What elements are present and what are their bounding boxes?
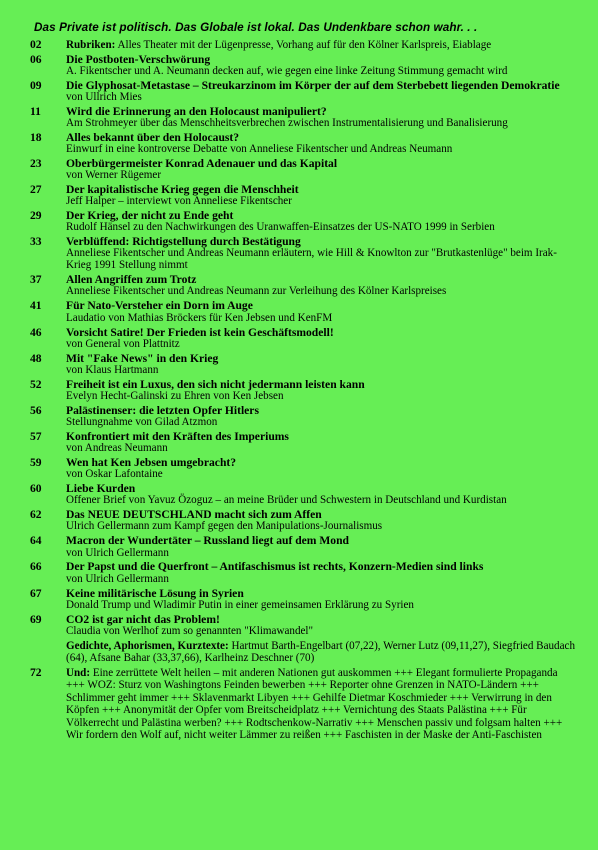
entry-body bbox=[66, 640, 578, 665]
section-content: Eine zerrüttete Welt heilen – mit anderen Nationen gut auskommen +++ Elegant formulierte Propaganda +++ WOZ: Sturz von Washingtons Feinden bewerben +++ Reporter ohne Grenzen in NATO-Ländern +++ Schlimmer geht immer +++ Sklavenmarkt Libyen +++ Gehilfe Dietmar Koschmieder +++ Verwirrung in den Köpfen +++ Anonymität der Opfer vom Breitscheidplatz +++ Vernichtung des Staats Palästina +++ Für Völkerrecht und Palästina werben? +++ Rodtschenkow-Narrativ +++ Menschen passiv und folgsam halten +++ Wir fordern den Wolf auf, nicht weiter Lämmer zu reißen +++ Faschisten in der Maske der Anti-Faschisten bbox=[66, 666, 563, 742]
article-title: Verblüffend: Richtigstellung durch Bestätigung bbox=[66, 235, 301, 249]
entry-body bbox=[66, 132, 578, 156]
toc-entry bbox=[20, 667, 578, 742]
page-number: 64 bbox=[30, 534, 42, 548]
article-byline: Rudolf Hänsel zu den Nachwirkungen des Uranwaffen-Einsatzes der US-NATO 1999 in Serbien bbox=[66, 221, 495, 234]
article-byline: Einwurf in eine kontroverse Debatte von Anneliese Fikentscher und Andreas Neumann bbox=[66, 143, 453, 156]
toc-entry bbox=[20, 353, 578, 377]
article-title: Vorsicht Satire! Der Frieden ist kein Geschäftsmodell! bbox=[66, 325, 334, 339]
page-number: 60 bbox=[30, 482, 42, 496]
entry-body bbox=[66, 210, 578, 234]
entry-body bbox=[66, 353, 578, 377]
toc-entry bbox=[20, 614, 578, 638]
page-number: 67 bbox=[30, 586, 42, 600]
article-title: Freiheit ist ein Luxus, den sich nicht jedermann leisten kann bbox=[66, 377, 365, 391]
entry-body bbox=[66, 54, 578, 78]
page-number: 59 bbox=[30, 456, 42, 470]
entry-body bbox=[66, 405, 578, 429]
page-number: 18 bbox=[30, 130, 42, 144]
page-number: 56 bbox=[30, 403, 42, 417]
toc-entry bbox=[20, 39, 578, 52]
toc-entry bbox=[20, 379, 578, 403]
section-lead: Gedichte, Aphorismen, Kurztexte: bbox=[66, 639, 229, 652]
page-number: 33 bbox=[30, 235, 42, 249]
page-motto: Das Private ist politisch. Das Globale ist lokal. Das Undenkbare schon wahr. . . bbox=[34, 20, 478, 34]
section-text bbox=[66, 39, 578, 52]
page-number: 09 bbox=[30, 78, 42, 92]
section-text bbox=[66, 667, 578, 742]
article-title: Oberbürgermeister Konrad Adenauer und das Kapital bbox=[66, 156, 338, 170]
entry-body bbox=[66, 588, 578, 612]
entry-body bbox=[66, 431, 578, 455]
toc-entry bbox=[20, 535, 578, 559]
toc-entry bbox=[20, 236, 578, 272]
page-number: 69 bbox=[30, 612, 42, 626]
article-byline: Stellungnahme von Gilad Atzmon bbox=[66, 416, 218, 429]
page-number: 41 bbox=[30, 299, 42, 313]
entry-body bbox=[66, 614, 578, 638]
article-byline: Evelyn Hecht-Galinski zu Ehren von Ken Jebsen bbox=[66, 389, 284, 402]
article-title: CO2 ist gar nicht das Problem! bbox=[66, 612, 220, 626]
article-byline: Am Strohmeyer über das Menschheitsverbrechen zwischen Instrumentalisierung und Banalisierung bbox=[66, 116, 508, 129]
article-title: Der Papst und die Querfront – Antifaschismus ist rechts, Konzern-Medien sind links bbox=[66, 560, 484, 574]
toc-entry bbox=[20, 184, 578, 208]
article-byline: Offener Brief von Yavuz Özoguz – an meine Brüder und Schwestern in Deutschland und Kurdistan bbox=[66, 494, 507, 507]
page-number: 23 bbox=[30, 156, 42, 170]
article-title: Allen Angriffen zum Trotz bbox=[66, 273, 197, 287]
entry-body bbox=[66, 80, 578, 104]
entry-body bbox=[66, 509, 578, 533]
page-number: 46 bbox=[30, 325, 42, 339]
entry-body bbox=[66, 158, 578, 182]
article-title: Keine militärische Lösung in Syrien bbox=[66, 586, 244, 600]
article-byline: von Ulrich Gellermann bbox=[66, 572, 169, 585]
article-byline: Anneliese Fikentscher und Andreas Neumann zur Verleihung des Kölner Karlspreises bbox=[66, 285, 447, 298]
article-title: Palästinenser: die letzten Opfer Hitlers bbox=[66, 403, 259, 417]
article-byline: von Klaus Hartmann bbox=[66, 363, 159, 376]
toc-entry bbox=[20, 483, 578, 507]
entry-body bbox=[66, 457, 578, 481]
page-number: 62 bbox=[30, 508, 42, 522]
toc-entry bbox=[20, 158, 578, 182]
article-byline: von General von Plattnitz bbox=[66, 337, 180, 350]
article-title: Wen hat Ken Jebsen umgebracht? bbox=[66, 456, 237, 470]
article-byline: Ulrich Gellermann zum Kampf gegen den Manipulations-Journalismus bbox=[66, 520, 383, 533]
article-title: Der Krieg, der nicht zu Ende geht bbox=[66, 209, 234, 223]
article-byline: von Oskar Lafontaine bbox=[66, 468, 163, 481]
article-title: Liebe Kurden bbox=[66, 482, 136, 496]
entry-body bbox=[66, 300, 578, 324]
section-text bbox=[66, 640, 578, 665]
toc-entry bbox=[20, 640, 578, 665]
article-byline: Donald Trump und Wladimir Putin in einer gemeinsamen Erklärung zu Syrien bbox=[66, 598, 414, 611]
toc-entry bbox=[20, 80, 578, 104]
article-title: Konfrontiert mit den Kräften des Imperiums bbox=[66, 429, 289, 443]
toc-entry bbox=[20, 561, 578, 585]
section-lead: Rubriken: bbox=[66, 39, 116, 51]
page-number: 72 bbox=[30, 665, 42, 679]
article-byline: A. Fikentscher und A. Neumann decken auf, wie gegen eine linke Zeitung Stimmung gemacht wird bbox=[66, 64, 508, 77]
article-byline: von Andreas Neumann bbox=[66, 442, 168, 455]
article-title: Wird die Erinnerung an den Holocaust manipuliert? bbox=[66, 104, 327, 118]
page-number: 66 bbox=[30, 560, 42, 574]
page-number: 27 bbox=[30, 183, 42, 197]
entry-body bbox=[66, 667, 578, 742]
toc-entry bbox=[20, 274, 578, 298]
article-title: Mit "Fake News" in den Krieg bbox=[66, 351, 219, 365]
entry-body bbox=[66, 236, 578, 272]
article-title: Macron der Wundertäter – Russland liegt auf dem Mond bbox=[66, 534, 349, 548]
entry-body bbox=[66, 379, 578, 403]
article-title: Das NEUE DEUTSCHLAND macht sich zum Affen bbox=[66, 508, 322, 522]
article-title: Die Postboten-Verschwörung bbox=[66, 52, 211, 66]
section-content: Alles Theater mit der Lügenpresse, Vorhang auf für den Kölner Karlspreis, Eiablage bbox=[117, 39, 492, 51]
toc-entry bbox=[20, 327, 578, 351]
article-title: Die Glyphosat-Metastase – Streukarzinom im Körper der auf dem Sterbebett liegenden Demokratie bbox=[66, 78, 560, 92]
page-number: 48 bbox=[30, 351, 42, 365]
toc-entry bbox=[20, 210, 578, 234]
entry-body bbox=[66, 561, 578, 585]
toc-entry bbox=[20, 457, 578, 481]
entry-body bbox=[66, 274, 578, 298]
article-byline: Claudia von Werlhof zum so genannten "Klimawandel" bbox=[66, 624, 314, 637]
page-number: 29 bbox=[30, 209, 42, 223]
article-byline: Anneliese Fikentscher und Andreas Neumann erläutern, wie Hill & Knowlton zur "Brutkastenlüge" beim Irak-Krieg 1991 Stellung nimmt bbox=[66, 247, 557, 272]
toc-entry bbox=[20, 300, 578, 324]
article-title: Alles bekannt über den Holocaust? bbox=[66, 130, 240, 144]
page-number: 37 bbox=[30, 273, 42, 287]
article-byline: von Werner Rügemer bbox=[66, 169, 162, 182]
article-byline: von Ulrich Gellermann bbox=[66, 546, 169, 559]
article-byline: Laudatio von Mathias Bröckers für Ken Jebsen und KenFM bbox=[66, 311, 333, 324]
toc-entry bbox=[20, 106, 578, 130]
entry-body bbox=[66, 106, 578, 130]
toc-entry bbox=[20, 431, 578, 455]
article-byline: von Ullrich Mies bbox=[66, 90, 142, 103]
article-title: Für Nato-Versteher ein Dorn im Auge bbox=[66, 299, 253, 313]
toc-entry bbox=[20, 132, 578, 156]
entry-body bbox=[66, 327, 578, 351]
page-number: 11 bbox=[30, 104, 41, 118]
toc-entry bbox=[20, 405, 578, 429]
table-of-contents bbox=[20, 39, 578, 742]
toc-entry bbox=[20, 588, 578, 612]
page-number: 57 bbox=[30, 429, 42, 443]
page-number: 52 bbox=[30, 377, 42, 391]
article-title: Der kapitalistische Krieg gegen die Menschheit bbox=[66, 183, 299, 197]
section-lead: Und: bbox=[66, 666, 91, 679]
toc-entry bbox=[20, 509, 578, 533]
entry-body bbox=[66, 39, 578, 52]
entry-body bbox=[66, 535, 578, 559]
section-content: Hartmut Barth-Engelbart (07,22), Werner Lutz (09,11,27), Siegfried Baudach (64), Afsane Bahar (33,37,66), Karlheinz Deschner (70) bbox=[66, 639, 575, 665]
article-byline: Jeff Halper – interviewt von Anneliese Fikentscher bbox=[66, 195, 292, 208]
page-number: 02 bbox=[30, 38, 42, 51]
toc-entry bbox=[20, 54, 578, 78]
entry-body bbox=[66, 184, 578, 208]
page-number: 06 bbox=[30, 52, 42, 66]
entry-body bbox=[66, 483, 578, 507]
